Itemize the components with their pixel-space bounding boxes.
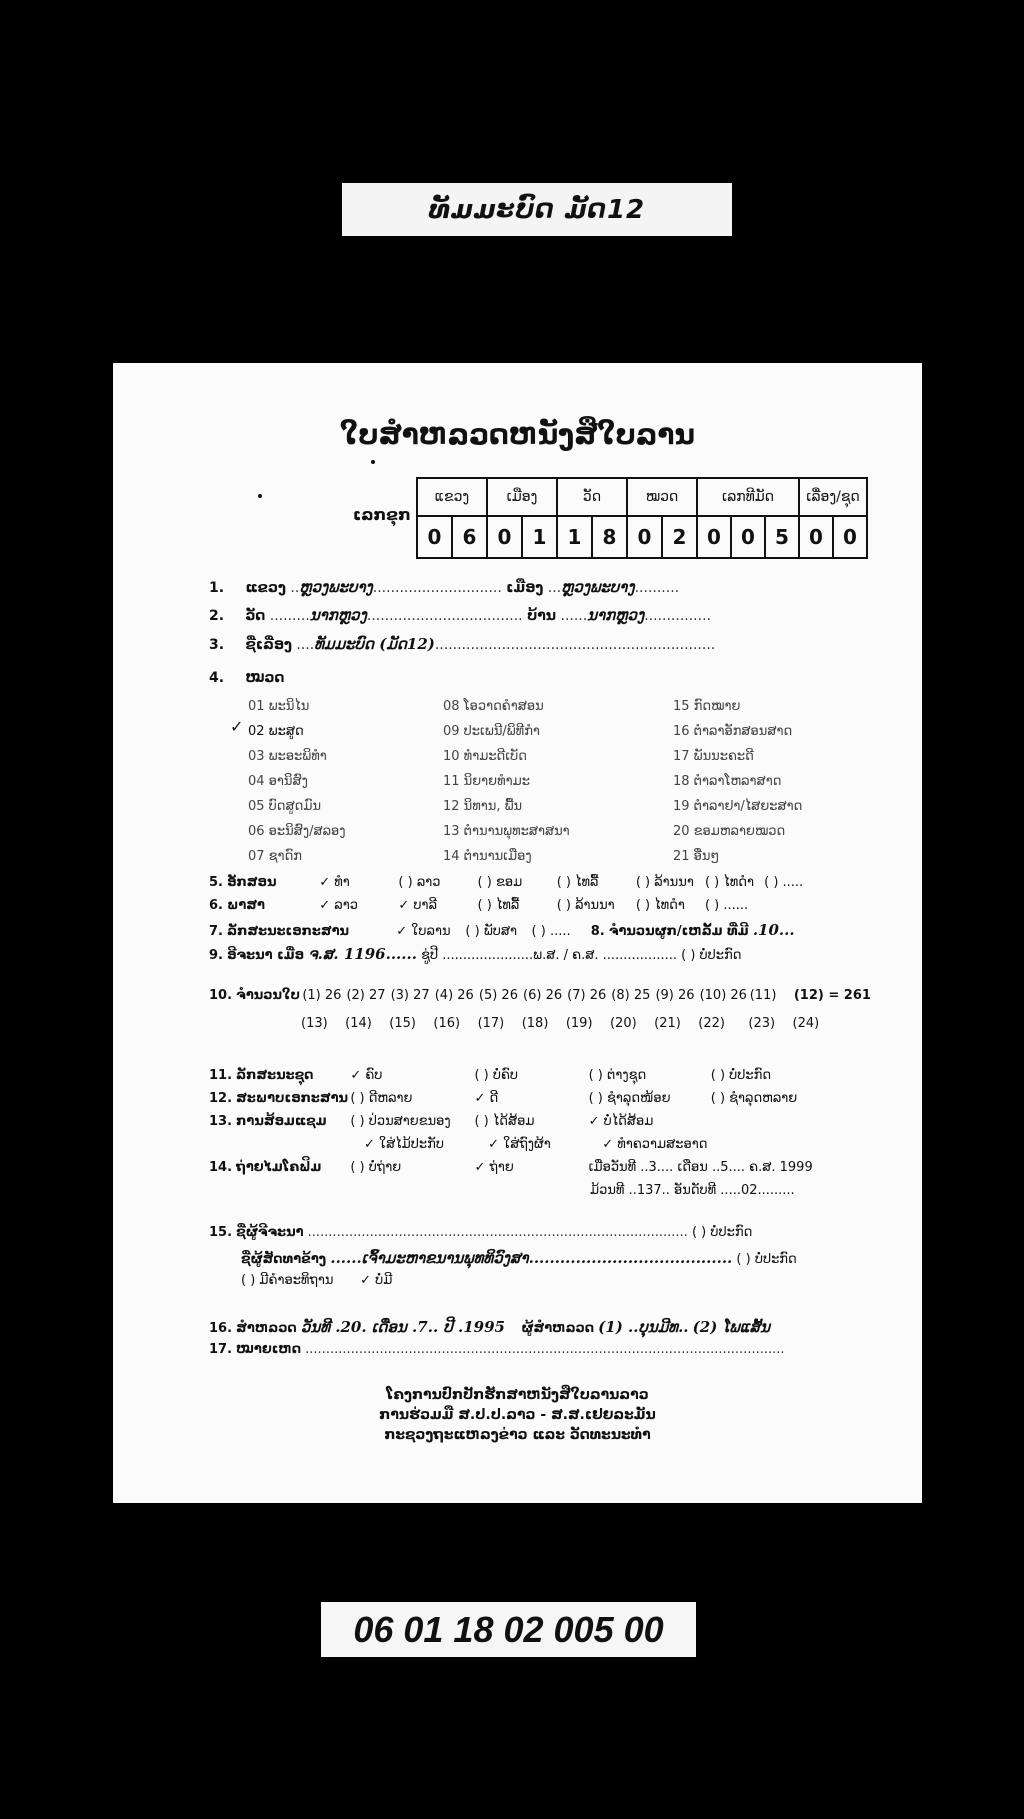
category-option[interactable]: 21 ອື່ນໆ	[673, 849, 720, 864]
microfilm-date: ເມື່ອວັນທີ ..3.... ເດືອນ ..5.... ຄ.ສ. 1999	[588, 1160, 813, 1175]
field-repair-row2	[364, 1137, 707, 1152]
temple-value: ນາກຫຼວງ	[309, 606, 367, 624]
survey-date: ວັນທີ .20. ເດືອນ .7.. ປີ .1995	[300, 1318, 505, 1336]
code-table	[416, 477, 868, 559]
sponsor-value: ......ເຈົ້າມະຫາຂນານພຸທທິວົງສາ.......................................	[330, 1249, 733, 1267]
code-header-bundle-no: ເລກທີມັດ	[697, 478, 799, 516]
script-option[interactable]: ( ) .....	[764, 875, 804, 890]
field-province-district: 1. ແຂວງ ..ຫຼວງພະບາງ............................. ເມືອງ ...ຫຼວງພະບາງ..........	[209, 578, 680, 596]
village-value: ນາກຫຼວງ	[587, 606, 645, 624]
prayer-option[interactable]: ( ) ມີຄຳອະທິຖານ	[241, 1273, 334, 1288]
code-header-temple: ວັດ	[557, 478, 627, 516]
leaf-count-cell: (14)	[345, 1016, 372, 1031]
leaf-count-total: (12) = 261	[793, 988, 871, 1003]
field-document-type: 7. ລັກສະນະເອກະສານ ✓ ໃບລານ ( ) ພັບສາ ( ) ..... 8. ຈຳນວນຜູກ/ເຫລັ້ມ ທີ່ມີ .10...	[209, 921, 795, 939]
field-survey: 16. ສຳຫລວດ ວັນທີ .20. ເດືອນ .7.. ປີ .1995 ຜູ້ສຳຫລວດ (1) ..ບຸນມີທ.. (2) ໂພແສັ້ນ	[209, 1318, 770, 1336]
composed-date-value: ຈ.ສ. 1196......	[308, 945, 417, 963]
leaf-count-cell: (4) 26	[434, 988, 474, 1003]
completeness-option[interactable]: ( ) ບໍ່ປະກົດ	[710, 1068, 772, 1083]
field-story-name: 3. ຊື່ເລື່ອງ ....ທັມມະບົດ (ມັດ12)...............................................................	[209, 635, 716, 653]
survey-form-card	[113, 363, 922, 1503]
leaf-count-cell: (8) 25	[611, 988, 651, 1003]
category-option[interactable]: 19 ຕຳລາຢາ/ໄສຍະສາດ	[673, 799, 803, 814]
code-digit: 1	[522, 516, 557, 558]
leaf-count-cell: (17)	[477, 1016, 505, 1031]
category-option[interactable]: 01 ພະນິໄນ	[248, 699, 310, 714]
code-digit: 5	[765, 516, 799, 558]
repair-option[interactable]: ✓ ບໍ່ໄດ້ສ້ອມ	[588, 1114, 654, 1129]
code-header-province: ແຂວງ	[417, 478, 487, 516]
category-option[interactable]: 14 ຕຳນານເມືອງ	[443, 849, 532, 864]
code-digit: 0	[833, 516, 867, 558]
check-mark-icon: ✓	[230, 717, 244, 736]
category-option-checked[interactable]: 02 ພະສູດ	[248, 724, 304, 739]
language-option[interactable]: ✓ ລາວ	[319, 898, 358, 913]
field-leaf-count-row2	[301, 1016, 819, 1031]
leaf-count-cell: (10) 26	[699, 988, 747, 1003]
category-option[interactable]: 17 ພັນນະຄະດີ	[673, 749, 754, 764]
field-composed-date: 9. ອີຈະນາ ເມື່ອ ຈ.ສ. 1196...... ຊູ່ປີ ......................ພ.ສ. / ຄ.ສ. .................. ( ) ບໍ່ປະກົດ	[209, 945, 742, 963]
language-option[interactable]: ( ) ລ້ານນາ	[556, 898, 615, 913]
repair-option[interactable]: ✓ ທຳຄວາມສະອາດ	[602, 1137, 708, 1152]
bundle-count-value: .10...	[752, 921, 795, 939]
leaf-count-cell: (19)	[565, 1016, 593, 1031]
language-option[interactable]: ( ) ......	[704, 898, 749, 913]
repair-option[interactable]: ( ) ໄດ້ສ້ອມ	[474, 1114, 535, 1129]
form-footer	[113, 1385, 922, 1445]
leaf-count-cell: (23)	[748, 1016, 776, 1031]
condition-option[interactable]: ( ) ຊຳລຸດຫລາຍ	[710, 1091, 798, 1106]
completeness-option[interactable]: ( ) ບໍ່ຄົບ	[474, 1068, 519, 1083]
script-option[interactable]: ( ) ໄທລື້	[556, 875, 599, 890]
script-option[interactable]: ( ) ລ້ານນາ	[635, 875, 694, 890]
repair-option[interactable]: ✓ ໃສ່ໄມ້ປະກັບ	[364, 1137, 444, 1152]
field-set-completeness: 11. ລັກສະນະຊຸດ ✓ ຄົບ ( ) ບໍ່ຄົບ ( ) ຕ່າງຊຸດ ( ) ບໍ່ປະກົດ	[209, 1068, 772, 1083]
footer-line: ການຮ່ວມມື ສ.ປ.ປ.ລາວ - ສ.ສ.ເຢຍລະມັນ	[379, 1407, 656, 1423]
code-digit: 8	[592, 516, 627, 558]
category-option[interactable]: 18 ຕຳລາໂຫລາສາດ	[673, 774, 782, 789]
category-option[interactable]: 03 ພະອະພິທຳ	[248, 749, 327, 764]
category-option[interactable]: 12 ນິທານ, ພື້ນ	[443, 799, 523, 814]
speck	[258, 494, 262, 498]
doctype-option[interactable]: ( ) .....	[531, 924, 571, 939]
category-option[interactable]: 11 ນິຍາຍທຳມະ	[443, 774, 530, 789]
code-digit: 0	[487, 516, 522, 558]
category-option[interactable]: 07 ຊາດົກ	[248, 849, 302, 864]
leaf-count-cell: (13)	[301, 1016, 328, 1031]
doctype-option[interactable]: ( ) ພັບສາ	[465, 924, 518, 939]
story-name-value: ທັມມະບົດ (ມັດ12)	[314, 635, 435, 653]
code-digit: 0	[417, 516, 452, 558]
leaf-count-cell: (2) 27	[346, 988, 386, 1003]
completeness-option[interactable]: ✓ ຄົບ	[350, 1068, 383, 1083]
district-value: ຫຼວງພະບາງ	[561, 578, 635, 596]
category-option[interactable]: 16 ຕຳລາອັກສອນສາດ	[673, 724, 793, 739]
field-script: 5. ອັກສອນ ✓ ທຳ ( ) ລາວ ( ) ຂອມ ( ) ໄທລື້ ( ) ລ້ານນາ ( ) ໄທດຳ ( ) .....	[209, 875, 804, 890]
field-prayer	[241, 1273, 392, 1288]
category-option[interactable]: 09 ປະເພນີ/ພິທີກຳ	[443, 724, 540, 739]
category-option[interactable]: 05 ບົດສູດມົນ	[248, 799, 322, 814]
repair-option[interactable]: ✓ ໃສ່ຖົງຜ້າ	[488, 1137, 551, 1152]
leaf-count-cell: (20)	[609, 1016, 637, 1031]
code-header-story: ເລື່ອງ/ຊຸດ	[799, 478, 867, 516]
leaf-count-cell: (6) 26	[523, 988, 563, 1003]
category-option[interactable]: 20 ຂອມຫລາຍໝວດ	[673, 824, 786, 839]
doctype-option[interactable]: ✓ ໃບລານ	[396, 924, 451, 939]
code-header-category: ໝວດ	[627, 478, 697, 516]
bundle-code-label: 06 01 18 02 005 00	[321, 1602, 696, 1657]
code-digit: 0	[731, 516, 765, 558]
field-sponsor: ຊື່ຜູ້ສັດທາຂ້າງ ......ເຈົ້າມະຫາຂນານພຸທທິວົງສາ....................................... ( ) ບໍ່ປະກົດ	[241, 1249, 797, 1267]
script-option[interactable]: ✓ ທຳ	[319, 875, 350, 890]
leaf-count-cell: (16)	[433, 1016, 461, 1031]
leaf-count-cell: (1) 26	[302, 988, 342, 1003]
footer-line: ກະຊວງຖະແຫລງຂ່າວ ແລະ ວັດທະນະທຳ	[384, 1427, 651, 1443]
speck	[371, 460, 375, 464]
microfilm-option[interactable]: ✓ ຖ່າຍ	[474, 1160, 514, 1175]
leaf-count-cell: (18)	[521, 1016, 549, 1031]
microfilm-option[interactable]: ( ) ບໍ່ຖ່າຍ	[350, 1160, 402, 1175]
field-repair: 13. ການສ້ອມແຊມ ( ) ປ່ວນສາຍຂນອງ ( ) ໄດ້ສ້ອມ ✓ ບໍ່ໄດ້ສ້ອມ	[209, 1114, 654, 1129]
language-option[interactable]: ( ) ໄທລື້	[477, 898, 520, 913]
surveyor-2: (2) ໂພແສັ້ນ	[692, 1318, 770, 1336]
field-leaf-count: 10. ຈຳນວນໃບ (1) 26 (2) 27 (3) 27 (4) 26 (5) 26 (6) 26 (7) 26 (8) 25 (9) 26 (10) 26 (11) (12) = 261	[209, 988, 871, 1003]
code-header-district: ເມືອງ	[487, 478, 557, 516]
field-category: 4. ໝວດ	[209, 670, 285, 686]
category-option[interactable]: 10 ທຳມະດີເບັດ	[443, 749, 527, 764]
language-option[interactable]: ( ) ໄທດຳ	[635, 898, 685, 913]
province-value: ຫຼວງພະບາງ	[299, 578, 373, 596]
bundle-title-label: ທັມມະບົດ ມັດ12	[342, 183, 732, 236]
category-option[interactable]: 13 ຕຳນານພຸທະສາສນາ	[443, 824, 570, 839]
field-microfilm: 14. ຖ່າຍໄມໂຄຟິມ ( ) ບໍ່ຖ່າຍ ✓ ຖ່າຍ ເມື່ອວັນທີ ..3.... ເດືອນ ..5.... ຄ.ສ. 1999	[209, 1160, 813, 1175]
code-digit: 1	[557, 516, 592, 558]
field-microfilm-roll	[590, 1183, 795, 1198]
leaf-count-cell: (3) 27	[390, 988, 430, 1003]
prayer-option[interactable]: ✓ ບໍ່ມີ	[360, 1273, 393, 1288]
field-condition: 12. ສະພາບເອກະສານ ( ) ດີຫລາຍ ✓ ດີ ( ) ຊຳລຸດໜ້ອຍ ( ) ຊຳລຸດຫລາຍ	[209, 1091, 798, 1106]
category-options	[248, 696, 873, 867]
footer-line: ໂຄງການປົກປັກຮັກສາຫນັງສືໃບລານລາວ	[386, 1387, 649, 1403]
leaf-count-cell: (7) 26	[567, 988, 607, 1003]
code-digit: 0	[697, 516, 731, 558]
category-option[interactable]: 15 ກົດໝາຍ	[673, 699, 741, 714]
condition-option[interactable]: ( ) ດີຫລາຍ	[350, 1091, 413, 1106]
condition-option[interactable]: ( ) ຊຳລຸດໜ້ອຍ	[588, 1091, 671, 1106]
code-label: ເລກຂຸກ	[353, 505, 411, 524]
category-option[interactable]: 08 ໂອວາດຄຳສອນ	[443, 699, 544, 714]
field-composer: 15. ຊື່ຜູ້ຈີຈະນາ ............................................................................................ ( ) ບໍ່ປະກົດ	[209, 1225, 753, 1240]
field-temple-village: 2. ວັດ .........ນາກຫຼວງ................................... ບ້ານ ......ນາກຫຼວງ...............	[209, 606, 711, 624]
field-language: 6. ພາສາ ✓ ລາວ ✓ ບາລີ ( ) ໄທລື້ ( ) ລ້ານນາ ( ) ໄທດຳ ( ) ......	[209, 898, 749, 913]
leaf-count-cell: (22)	[698, 1016, 725, 1031]
completeness-option[interactable]: ( ) ຕ່າງຊຸດ	[588, 1068, 647, 1083]
category-option[interactable]: 06 ອະນິສົງ/ສລອງ	[248, 824, 346, 839]
form-title: ໃບສຳຫລວດຫນັງສືໃບລານ	[340, 418, 695, 451]
condition-option[interactable]: ✓ ດີ	[474, 1091, 499, 1106]
code-digit: 6	[452, 516, 487, 558]
repair-option[interactable]: ( ) ປ່ວນສາຍຂນອງ	[350, 1114, 451, 1129]
script-option[interactable]: ( ) ລາວ	[398, 875, 441, 890]
leaf-count-cell: (9) 26	[655, 988, 695, 1003]
leaf-count-cell: (5) 26	[478, 988, 518, 1003]
leaf-count-cell: (24)	[792, 1016, 820, 1031]
language-option[interactable]: ✓ ບາລີ	[398, 898, 438, 913]
leaf-count-cell: (21)	[654, 1016, 681, 1031]
code-digit: 2	[662, 516, 697, 558]
code-digit: 0	[799, 516, 833, 558]
code-digit: 0	[627, 516, 662, 558]
microfilm-roll: ມ້ວນທີ ..137.. ອັນດັບທີ .....02.........	[590, 1183, 795, 1198]
script-option[interactable]: ( ) ຂອມ	[477, 875, 523, 890]
category-option[interactable]: 04 ອານິສົງ	[248, 774, 308, 789]
script-option[interactable]: ( ) ໄທດຳ	[704, 875, 754, 890]
surveyor-1: (1) ..ບຸນມີທ..	[598, 1318, 689, 1336]
leaf-count-cell: (15)	[389, 1016, 416, 1031]
leaf-count-cell: (11)	[749, 988, 777, 1003]
field-remarks: 17. ໝາຍເຫດ ....................................................................................................................	[209, 1342, 785, 1357]
